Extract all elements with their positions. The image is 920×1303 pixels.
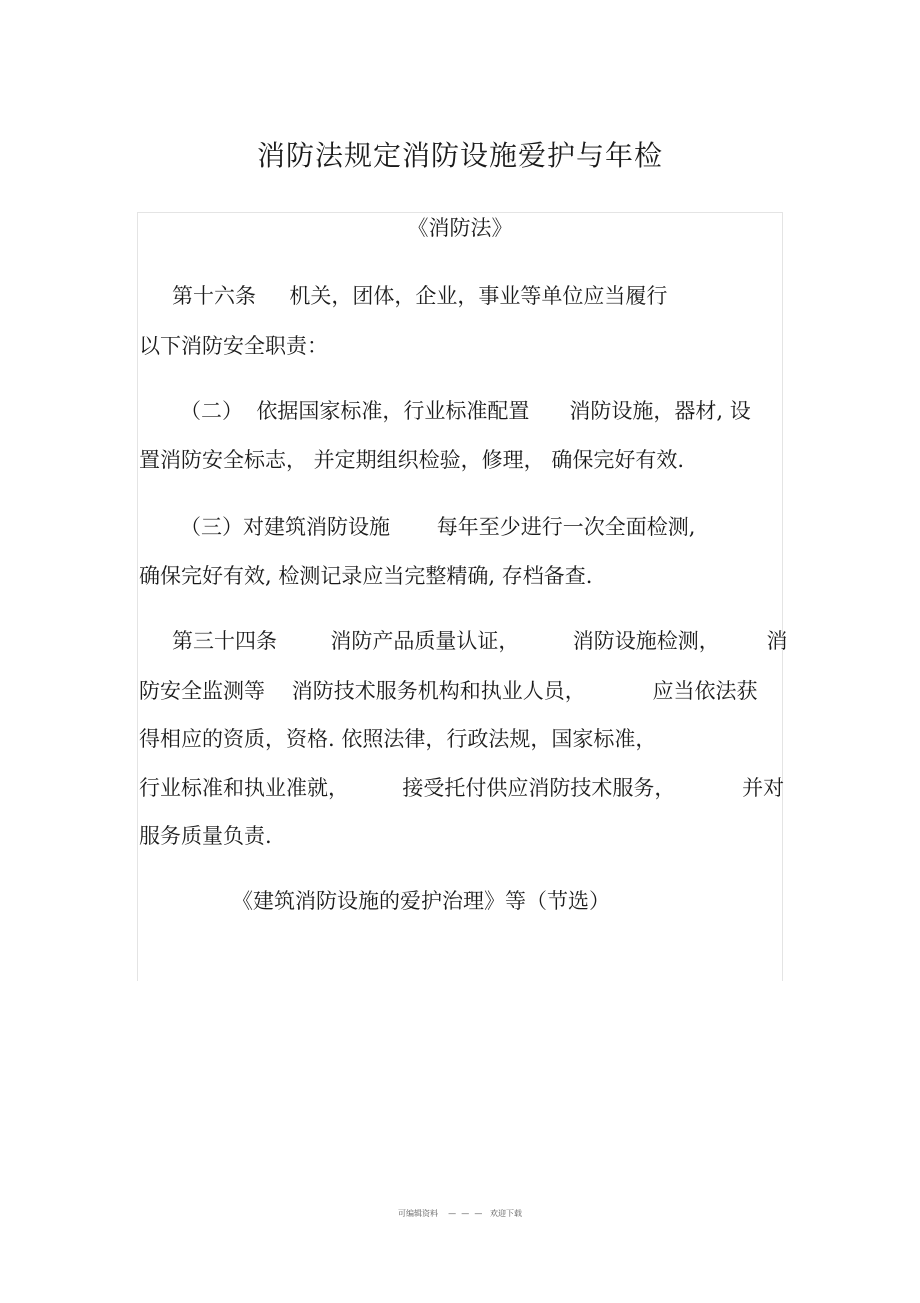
item-3-line-2: 确保完好有效, 检测记录应当完整精确, 存档备查. xyxy=(139,564,593,588)
article-34-line-5: 服务质量负责. xyxy=(139,824,272,848)
item-2-line-2: 置消防安全标志， 并定期组织检验，修理， 确保完好有效. xyxy=(139,448,685,472)
document-title: 消防法规定消防设施爱护与年检 xyxy=(256,139,663,172)
article-34-line-4: 行业标准和执业准就， 接受托付供应消防技术服务， 并对 xyxy=(139,776,785,800)
article-34-line-2: 防安全监测等 消防技术服务机构和执业人员， 应当依法获 xyxy=(139,679,758,703)
item-2-line-1: （二） 依据国家标准，行业标准配置 消防设施，器材, 设 xyxy=(180,399,751,423)
excerpt-title: 《建筑消防设施的爱护治理》等（节选） xyxy=(232,889,610,913)
content-frame xyxy=(137,212,783,981)
law-title: 《消防法》 xyxy=(407,216,513,240)
article-16-line-2: 以下消防安全职责： xyxy=(139,334,328,358)
article-16-line-1: 第十六条 机关，团体，企业，事业等单位应当履行 xyxy=(172,284,668,308)
page-footer: 可编辑资料 — — — 欢迎下载 xyxy=(398,1209,522,1218)
item-3-line-1: （三）对建筑消防设施 每年至少进行一次全面检测, xyxy=(180,515,696,539)
article-34-line-3: 得相应的资质，资格. 依照法律，行政法规，国家标准， xyxy=(139,727,657,751)
article-34-line-1: 第三十四条 消防产品质量认证， 消防设施检测， 消 xyxy=(172,629,788,653)
